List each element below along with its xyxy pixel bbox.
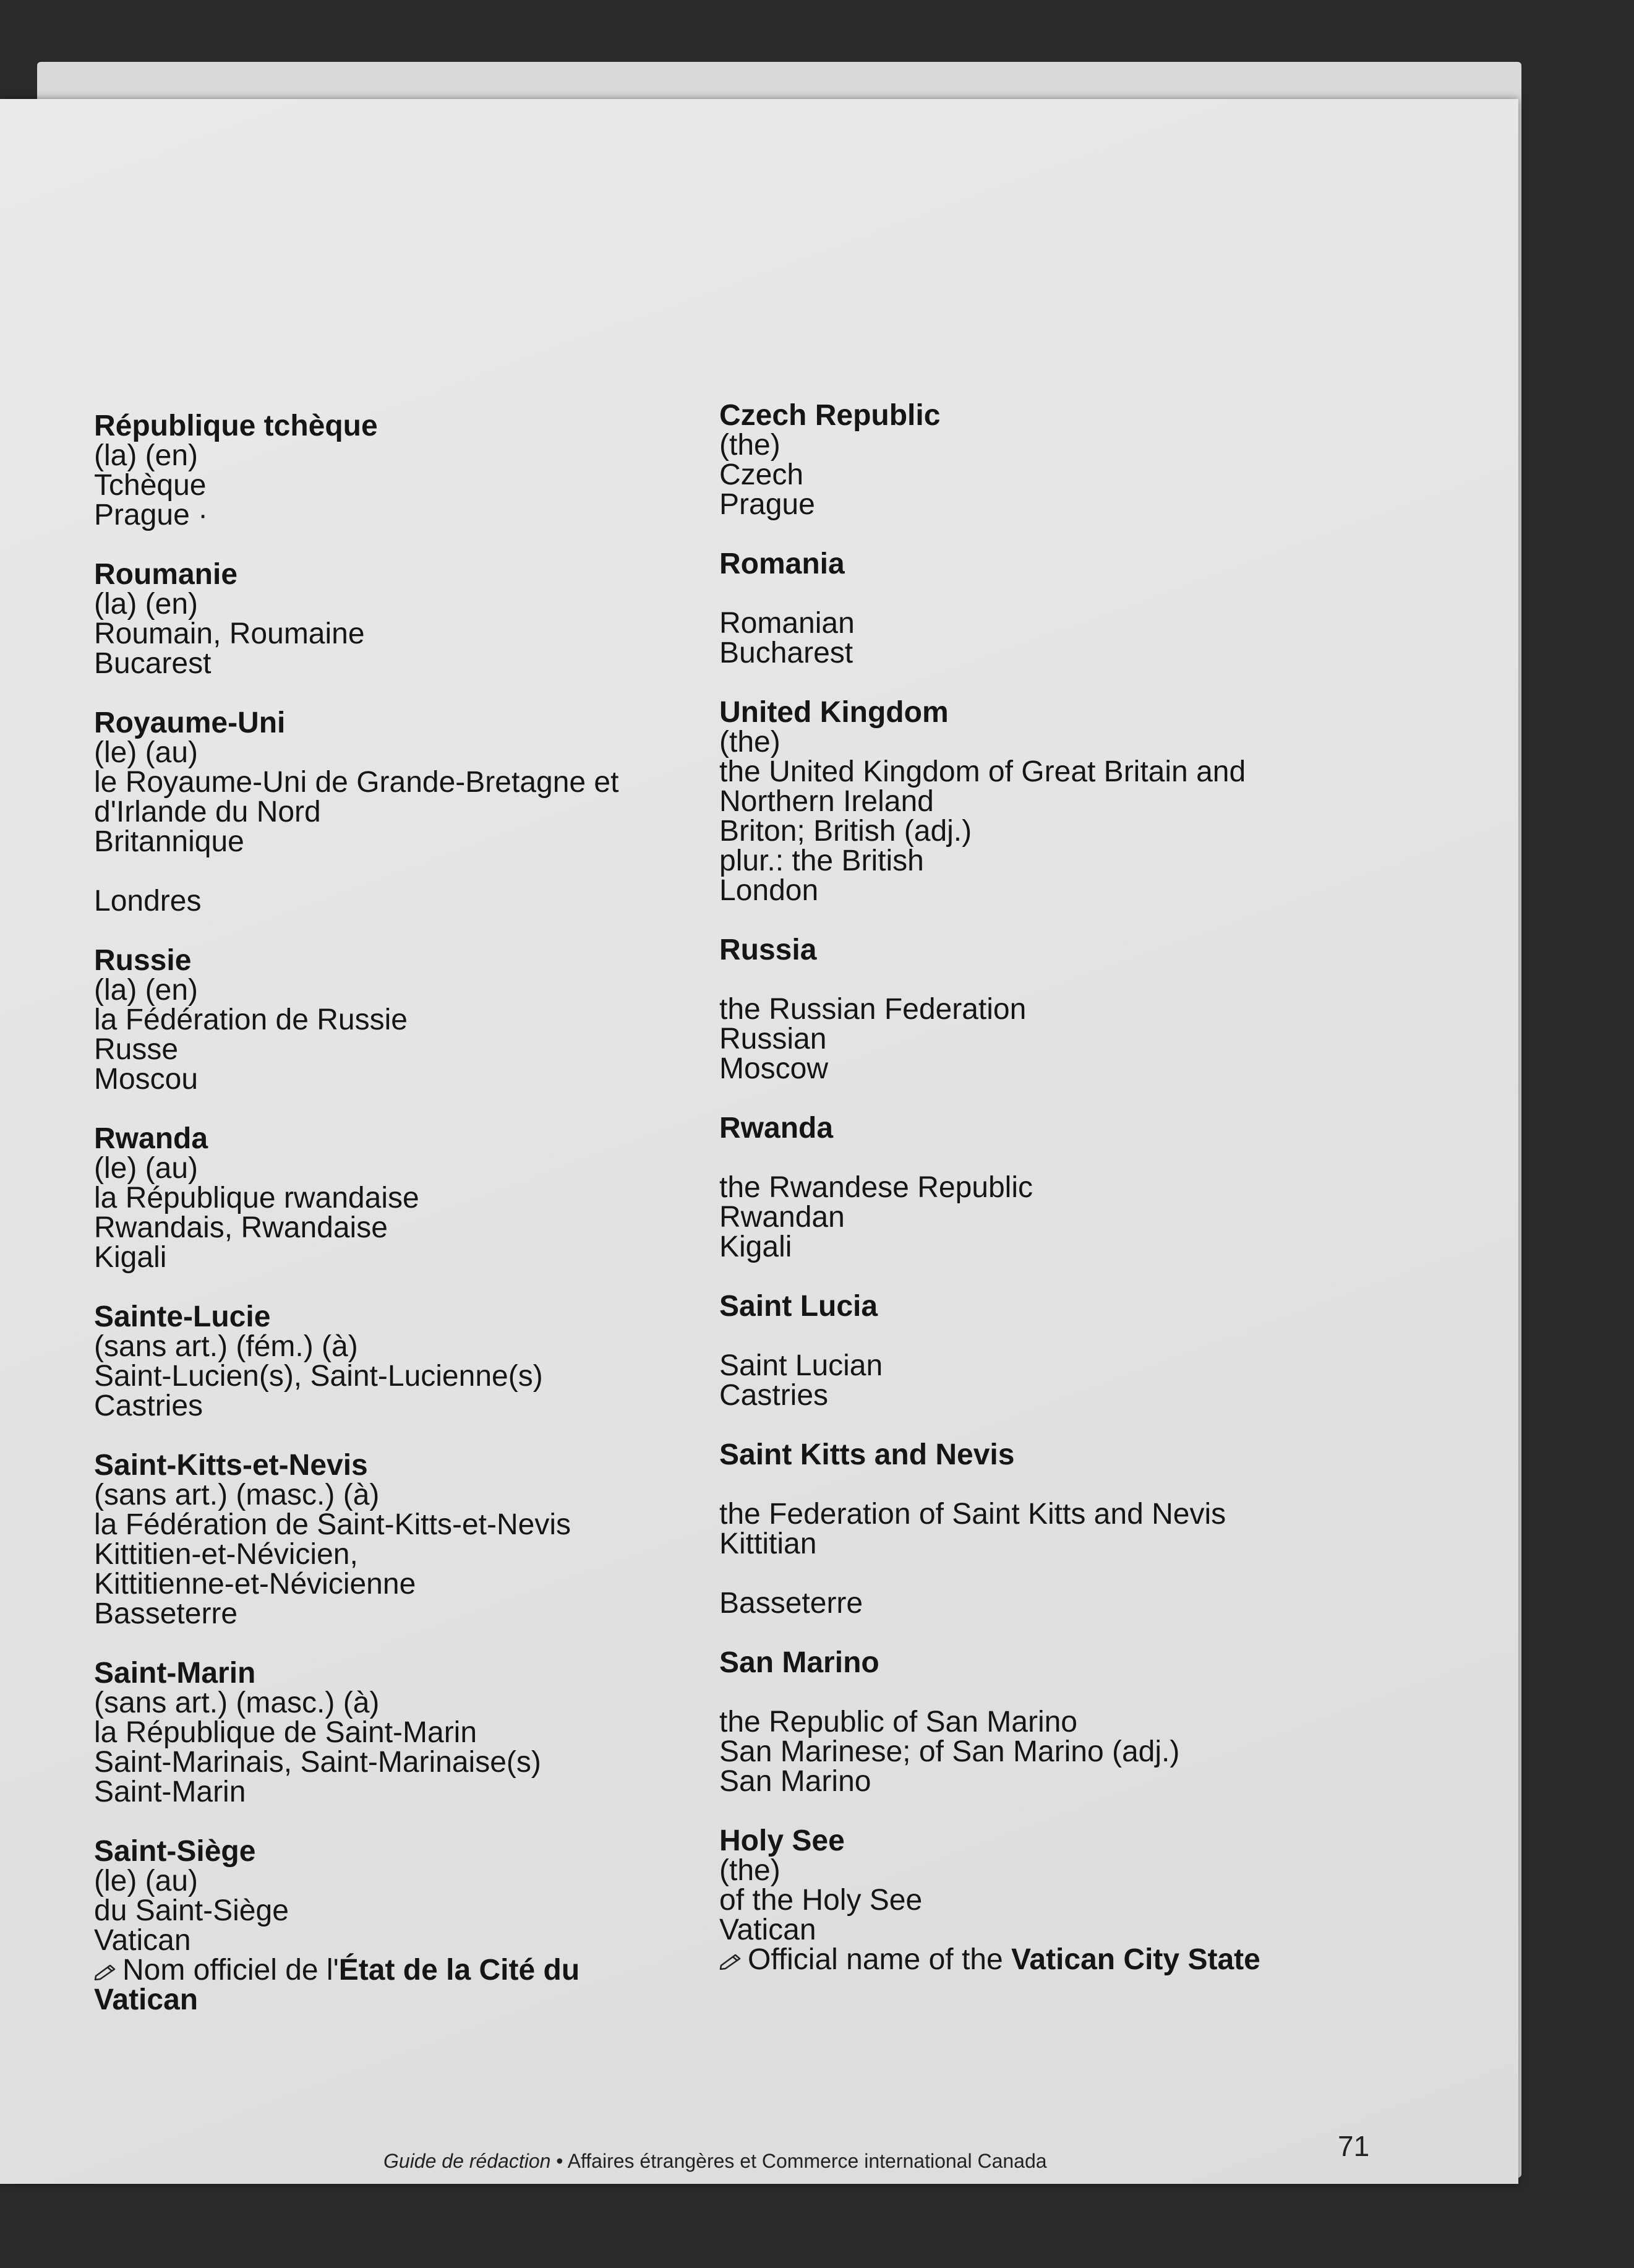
page-number: 71 [1338, 2130, 1370, 2162]
pencil-icon [719, 1952, 743, 1970]
entry-line: (la) (en) [94, 439, 199, 472]
entry-line [719, 579, 1338, 609]
entry-heading: Rwanda [719, 1112, 834, 1145]
entry-romania [719, 549, 1338, 668]
entry-line: (the) [719, 1854, 781, 1887]
entry-republique-tcheque [94, 411, 712, 530]
entry-heading: San Marino [719, 1646, 879, 1679]
entry-line: Kittitian [719, 1527, 817, 1560]
entry-line: (le) (au) [94, 1152, 199, 1185]
entry-line: Northern Ireland [719, 785, 934, 818]
entry-line: Basseterre [719, 1587, 863, 1620]
entry-saint-siege [94, 1837, 712, 2015]
entry-sainte-lucie [94, 1302, 712, 1421]
entry-line: Castries [719, 1379, 829, 1412]
entry-rwanda-en [719, 1114, 1338, 1262]
entry-note [94, 1956, 712, 1985]
footer-publisher: • Affaires étrangères et Commerce international Canada [550, 2150, 1047, 2172]
entry-line: du Saint-Siège [94, 1894, 289, 1927]
entry-heading: Saint Lucia [719, 1290, 878, 1323]
entry-san-marino [719, 1648, 1338, 1797]
entry-line: Londres [94, 885, 202, 917]
entry-line: Rwandan [719, 1201, 845, 1234]
entry-line: la République rwandaise [94, 1182, 419, 1214]
entry-line: Kittitien-et-Névicien, [94, 1538, 358, 1571]
entry-line: la Fédération de Saint-Kitts-et-Nevis [94, 1508, 571, 1541]
entry-czech-republic [719, 401, 1338, 520]
footer-guide-title: Guide de rédaction [383, 2150, 551, 2172]
entry-saint-kitts-and-nevis [719, 1440, 1338, 1618]
entry-royaume-uni [94, 708, 712, 916]
entry-heading: Romania [719, 548, 845, 580]
entry-line: Moscou [94, 1063, 199, 1096]
entry-line: Vatican [94, 1924, 191, 1957]
entry-saint-lucia [719, 1292, 1338, 1411]
entry-line: the Russian Federation [719, 993, 1027, 1026]
entry-line: (la) (en) [94, 974, 199, 1007]
entry-line [719, 1678, 1338, 1707]
entry-heading: Saint-Siège [94, 1835, 256, 1868]
entry-line: (sans art.) (fém.) (à) [94, 1330, 358, 1363]
entry-line: Britannique [94, 825, 244, 858]
entry-line: Bucarest [94, 647, 212, 680]
entry-line [719, 1559, 1338, 1589]
entry-line: d'Irlande du Nord [94, 796, 321, 828]
note-text: Official name of the [748, 1943, 1011, 1976]
entry-line: Romanian [719, 607, 855, 640]
entry-line: Roumain, Roumaine [94, 617, 365, 650]
entry-line [719, 1321, 1338, 1351]
entry-heading: Royaume-Uni [94, 707, 286, 739]
entry-line: Rwandais, Rwandaise [94, 1211, 388, 1244]
entry-line: (the) [719, 726, 781, 758]
entry-saint-kitts-et-nevis [94, 1451, 712, 1629]
entry-heading: Russie [94, 944, 192, 977]
document-page [0, 99, 1518, 2184]
entry-line: Kigali [719, 1231, 792, 1263]
entry-line: la République de Saint-Marin [94, 1716, 477, 1749]
entry-line: San Marinese; of San Marino (adj.) [719, 1735, 1180, 1768]
entry-note [719, 1945, 1338, 1975]
entry-line: Basseterre [94, 1597, 238, 1630]
entry-holy-see [719, 1826, 1338, 1975]
entry-line: Tchèque [94, 469, 207, 502]
entry-heading: Saint-Kitts-et-Nevis [94, 1449, 368, 1482]
entry-heading: Rwanda [94, 1122, 208, 1155]
entry-line [719, 1143, 1338, 1173]
note-bold-text: État de la Cité du [338, 1954, 580, 1987]
entry-line [719, 965, 1338, 995]
entry-heading: United Kingdom [719, 696, 949, 729]
entry-heading: Saint Kitts and Nevis [719, 1438, 1015, 1471]
note-bold-text-continued: Vatican [94, 1983, 199, 2016]
entry-line: Czech [719, 458, 804, 491]
entry-line: Saint-Marin [94, 1776, 246, 1808]
entry-line: (the) [719, 429, 781, 462]
entry-line: the Rwandese Republic [719, 1171, 1033, 1204]
entry-rwanda [94, 1124, 712, 1273]
page-footer [383, 2150, 1047, 2173]
entry-line: Castries [94, 1390, 203, 1422]
entry-heading: Sainte-Lucie [94, 1300, 271, 1333]
entry-line: of the Holy See [719, 1884, 923, 1917]
pencil-icon [94, 1963, 118, 1980]
entry-line: Saint-Marinais, Saint-Marinaise(s) [94, 1746, 541, 1779]
entry-line: the United Kingdom of Great Britain and [719, 755, 1246, 788]
entry-line: Moscow [719, 1052, 829, 1085]
entry-heading: République tchèque [94, 410, 378, 442]
entry-line: Vatican [719, 1914, 816, 1946]
entry-line: plur.: the British [719, 844, 924, 877]
entry-roumanie [94, 560, 712, 679]
entry-line: Kigali [94, 1241, 167, 1274]
entry-line: (le) (au) [94, 736, 199, 769]
entry-line: Prague · [94, 499, 208, 531]
entry-line: London [719, 874, 819, 907]
entry-heading: Russia [719, 934, 817, 966]
entry-heading: Saint-Marin [94, 1657, 256, 1690]
entry-note-continued [94, 1985, 712, 2015]
entry-line: (sans art.) (masc.) (à) [94, 1686, 380, 1719]
entry-line: (la) (en) [94, 588, 199, 621]
entry-line [719, 1470, 1338, 1500]
entry-line: (le) (au) [94, 1865, 199, 1897]
english-column [719, 401, 1338, 1975]
entry-heading: Holy See [719, 1824, 845, 1857]
entry-line: the Federation of Saint Kitts and Nevis [719, 1498, 1226, 1531]
note-text: Nom officiel de l' [122, 1954, 339, 1987]
entry-united-kingdom [719, 698, 1338, 906]
entry-line: Bucharest [719, 637, 853, 669]
entry-line: Prague [719, 488, 815, 521]
entry-line: la Fédération de Russie [94, 1003, 408, 1036]
entry-russie [94, 946, 712, 1094]
entry-line: Briton; British (adj.) [719, 815, 972, 848]
entry-line: Russian [719, 1023, 827, 1055]
entry-line: Kittitienne-et-Névicienne [94, 1568, 416, 1600]
entry-heading: Czech Republic [719, 399, 941, 432]
entry-line: Saint Lucian [719, 1349, 883, 1382]
note-bold-text: Vatican City State [1011, 1943, 1260, 1976]
entry-line: (sans art.) (masc.) (à) [94, 1479, 380, 1511]
entry-line: San Marino [719, 1765, 871, 1798]
entry-heading: Roumanie [94, 558, 238, 591]
entry-line: the Republic of San Marino [719, 1706, 1077, 1738]
entry-saint-marin [94, 1659, 712, 1807]
entry-russia [719, 935, 1338, 1084]
entry-line: le Royaume-Uni de Grande-Bretagne et [94, 766, 619, 799]
entry-line [94, 857, 712, 887]
entry-line: Russe [94, 1033, 179, 1066]
french-column [94, 411, 712, 2015]
entry-line: Saint-Lucien(s), Saint-Lucienne(s) [94, 1360, 543, 1393]
